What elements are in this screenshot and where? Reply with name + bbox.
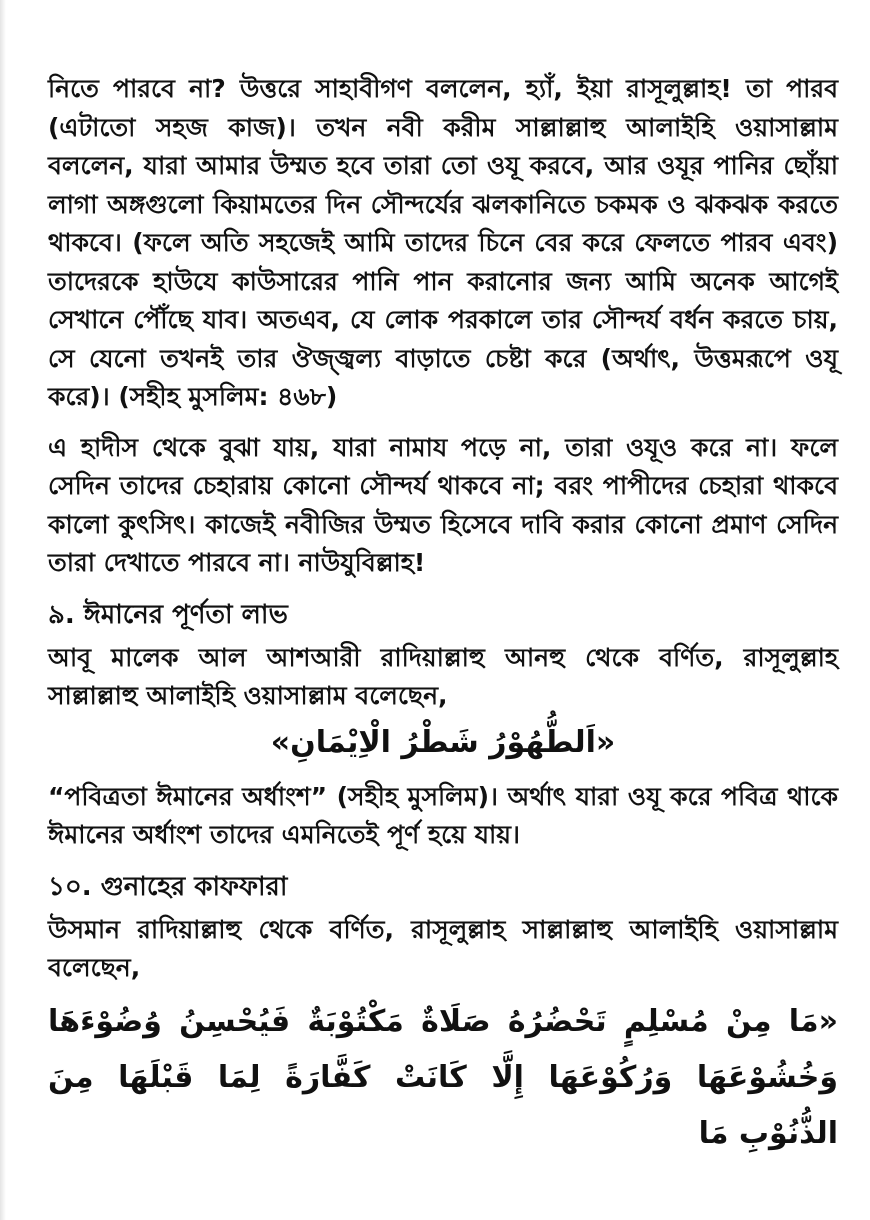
heading-section-9: ৯. ঈমানের পূর্ণতা লাভ	[48, 599, 288, 630]
arabic-quote-purity: «اَلطُّهُوْرُ شَطْرُ الْاِيْمَانِ»	[270, 724, 616, 760]
paragraph-narration-abu-malik: আবূ মালেক আল আশআরী রাদিয়াল্লাহু আনহু থেকে বর্ণিত, রাসূলুল্লাহ সাল্লাল্লাহু আলাইহি ওয়াসাল্লাম বলেছেন,	[48, 642, 838, 710]
paragraph-narration-uthman: উসমান রাদিয়াল্লাহু থেকে বর্ণিত, রাসূলুল্লাহ সাল্লাল্লাহু আলাইহি ওয়াসাল্লাম বলেছেন,	[48, 914, 838, 982]
arabic-quote-expiation: «مَا مِنْ مُسْلِمٍ تَحْضُرُهُ صَلَاةٌ مَكْتُوْبَةٌ فَيُحْسِنُ وُضُوْءَهَا وَخُشُوْعَهَا وَرُكُوْعَهَا إِلَّا كَانَتْ كَفَّارَةً لِمَا قَبْلَهَا مِنَ الذُّنُوْبِ مَا	[48, 1003, 838, 1151]
paragraph-purity-meaning: “পবিত্রতা ঈমানের অর্ধাংশ” (সহীহ মুসলিম)। অর্থাৎ যারা ওযূ করে পবিত্র থাকে ঈমানের অর্ধাংশ তাদের এমনিতেই পূর্ণ হয়ে যায়।	[48, 781, 838, 849]
paragraph-hadith-continuation: নিতে পারবে না? উত্তরে সাহাবীগণ বললেন, হ্যাঁ, ইয়া রাসূলুল্লাহ! তা পারব (এটাতো সহজ কাজ)। তখন নবী করীম সাল্লাল্লাহু আলাইহি ওয়াসাল্লাম বললেন, যারা আমার উম্মত হবে তারা তো ওযূ করবে, আর ওযূর পানির ছোঁয়া লাগা অঙ্গগুলো কিয়ামতের দিন সৌন্দর্যের ঝলকানিতে চকমক ও ঝকঝক করতে থাকবে। (ফলে অতি সহজেই আমি তাদের চিনে বের করে ফেলতে পারব এবং) তাদেরকে হাউযে কাউসারের পানি পান করানোর জন্য আমি অনেক আগেই সেখানে পৌঁছে যাব। অতএব, যে লোক পরকালে তার সৌন্দর্য বর্ধন করতে চায়, সে যেনো তখনই তার ঔজ্জ্বল্য বাড়াতে চেষ্টা করে (অর্থাৎ, উত্তমরূপে ওযূ করে)। (সহীহ মুসলিম: ৪৬৮)	[48, 74, 838, 411]
document-page	[48, 70, 838, 1162]
scan-edge-shadow	[0, 0, 6, 1220]
heading-section-10: ১০. গুনাহের কাফফারা	[48, 871, 288, 902]
paragraph-explanation: এ হাদীস থেকে বুঝা যায়, যারা নামায পড়ে না, তারা ওযূও করে না। ফলে সেদিন তাদের চেহারায় কোনো সৌন্দর্য থাকবে না; বরং পাপীদের চেহারা থাকবে কালো কুৎসিৎ। কাজেই নবীজির উম্মত হিসেবে দাবি করার কোনো প্রমাণ সেদিন তারা দেখাতে পারবে না। নাউযুবিল্লাহ!	[48, 432, 838, 577]
